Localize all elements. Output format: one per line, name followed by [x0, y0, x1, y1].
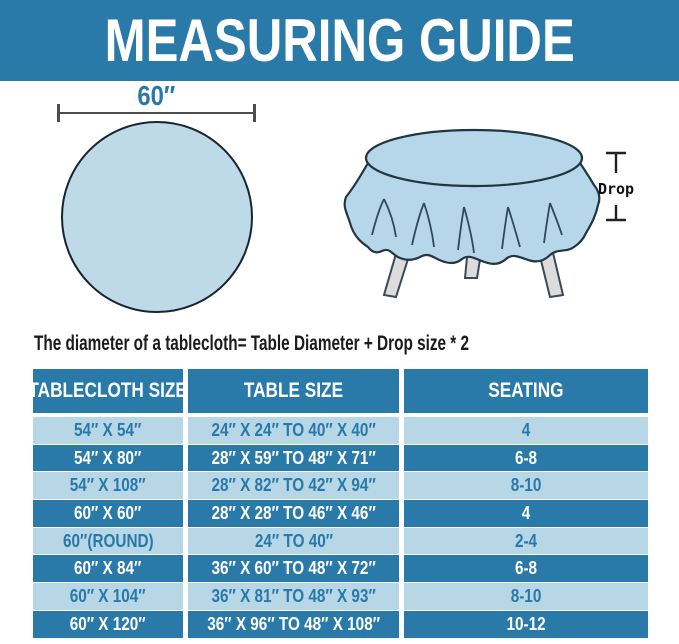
cell-tablecloth-size — [33, 500, 183, 527]
cell-text: 36″ X 81″ TO 48″ X 93″ — [211, 585, 376, 606]
measure-horizontal-line — [60, 112, 253, 114]
cell-text: 54″ X 54″ — [74, 419, 142, 440]
cell-text: 6-8 — [514, 447, 538, 468]
cell-seating — [404, 528, 648, 555]
cell-tablecloth-size — [33, 583, 183, 610]
header-cell-table-size — [188, 369, 399, 413]
cell-text: 60″(ROUND) — [62, 530, 154, 551]
cell-table-size — [188, 500, 399, 527]
cell-tablecloth-size — [33, 472, 183, 499]
cell-text: 36″ X 60″ TO 48″ X 72″ — [211, 558, 376, 579]
header-label: TABLE SIZE — [243, 379, 344, 402]
diameter-measure-line — [57, 104, 256, 122]
cell-text: 60″ X 84″ — [74, 558, 142, 579]
header-cell-tablecloth-size — [28, 369, 188, 413]
cell-table-size — [188, 472, 399, 499]
cell-table-size — [188, 555, 399, 582]
header-banner — [0, 0, 679, 81]
table-top-ellipse — [366, 130, 582, 186]
cell-table-size — [188, 445, 399, 472]
cell-seating — [404, 472, 648, 499]
cell-text: 28″ X 28″ TO 46″ X 46″ — [211, 502, 376, 523]
header-label: TABLECLOTH SIZE — [28, 379, 188, 402]
size-table — [28, 369, 648, 638]
drop-label: Drop — [597, 180, 635, 198]
cell-text: 8-10 — [510, 475, 542, 496]
page-title-text: MEASURING GUIDE — [104, 7, 575, 74]
cell-seating — [404, 583, 648, 610]
cell-text: 24″ X 24″ TO 40″ X 40″ — [211, 419, 376, 440]
cell-text: 4 — [521, 502, 531, 523]
cell-text: 4 — [521, 419, 531, 440]
cell-text: 60″ X 120″ — [70, 613, 146, 634]
cell-table-size — [188, 528, 399, 555]
cell-tablecloth-size — [33, 417, 183, 444]
formula-text: The diameter of a tablecloth= Table Diameter + Drop size * 2 — [34, 332, 470, 355]
header-label: SEATING — [488, 379, 564, 402]
page-title — [53, 6, 626, 75]
cell-text: 2-4 — [514, 530, 538, 551]
cell-seating — [404, 417, 648, 444]
cell-text: 54″ X 80″ — [74, 447, 142, 468]
cell-text: 60″ X 60″ — [74, 502, 142, 523]
cell-table-size — [188, 417, 399, 444]
cell-tablecloth-size — [33, 555, 183, 582]
cell-tablecloth-size — [33, 445, 183, 472]
cell-text: 24″ TO 40″ — [254, 530, 333, 551]
cell-text: 10-12 — [506, 613, 546, 634]
measure-right-tick — [253, 104, 256, 122]
cell-seating — [404, 500, 648, 527]
cell-text: 6-8 — [514, 558, 538, 579]
cell-text: 28″ X 59″ TO 48″ X 71″ — [211, 447, 376, 468]
header-cell-seating — [404, 369, 648, 413]
size-table-header — [28, 369, 648, 413]
cell-tablecloth-size — [33, 611, 183, 638]
cell-text: 28″ X 82″ TO 42″ X 94″ — [211, 475, 376, 496]
cell-text: 60″ X 104″ — [70, 585, 146, 606]
cell-seating — [404, 445, 648, 472]
cell-table-size — [188, 611, 399, 638]
round-tablecloth-circle — [61, 121, 253, 313]
diameter-value: 60″ — [137, 80, 176, 111]
cell-text: 8-10 — [510, 585, 542, 606]
size-table-body — [33, 417, 648, 638]
cell-seating — [404, 611, 648, 638]
cell-text: 36″ X 96″ TO 48″ X 108″ — [207, 613, 380, 634]
cell-seating — [404, 555, 648, 582]
cell-text: 54″ X 108″ — [70, 475, 146, 496]
tablecloth-illustration — [340, 115, 640, 315]
cell-tablecloth-size — [33, 528, 183, 555]
cell-table-size — [188, 583, 399, 610]
